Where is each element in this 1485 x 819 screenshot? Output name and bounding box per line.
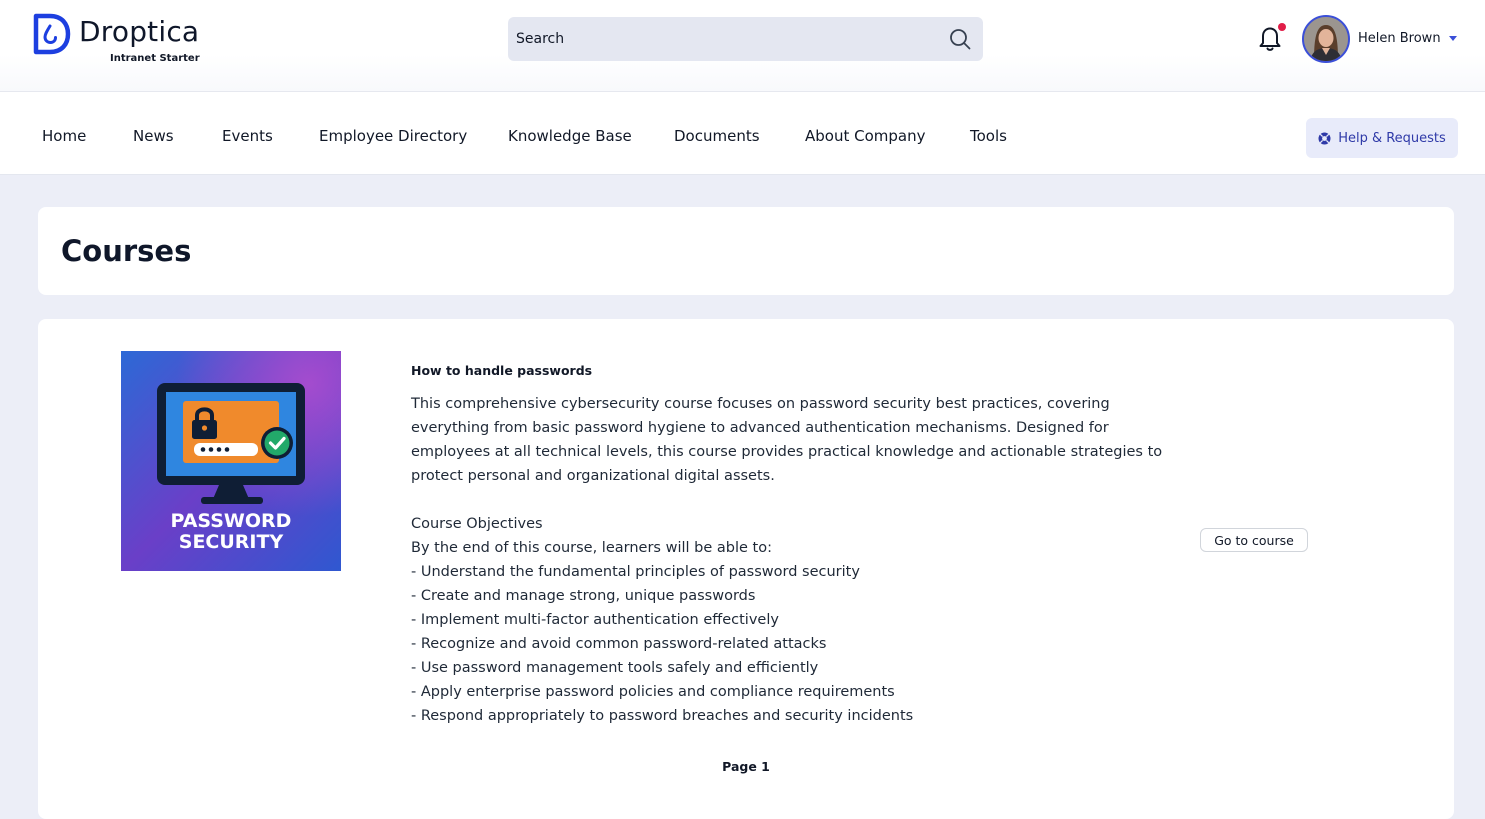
nav-item-knowledge-base[interactable]: Knowledge Base bbox=[508, 127, 632, 145]
course-card bbox=[38, 319, 1454, 819]
password-security-course-image bbox=[121, 351, 341, 571]
main-navigation bbox=[0, 92, 1485, 175]
course-image-label-line2: SECURITY bbox=[178, 531, 284, 553]
search-input[interactable] bbox=[516, 17, 936, 61]
help-requests-label: Help & Requests bbox=[1338, 130, 1446, 146]
course-objectives-list bbox=[411, 560, 913, 728]
course-title[interactable]: How to handle passwords bbox=[411, 363, 593, 378]
page-title: Courses bbox=[61, 234, 192, 268]
list-item: - Recognize and avoid common password-related attacks bbox=[411, 636, 827, 652]
nav-item-documents[interactable]: Documents bbox=[674, 127, 760, 145]
go-to-course-button[interactable]: Go to course bbox=[1200, 528, 1308, 552]
list-item: - Respond appropriately to password breaches and security incidents bbox=[411, 708, 914, 724]
avatar-portrait-icon bbox=[1304, 17, 1348, 61]
notification-badge bbox=[1278, 23, 1286, 31]
nav-item-tools[interactable]: Tools bbox=[970, 127, 1007, 145]
help-requests-button[interactable] bbox=[1306, 118, 1458, 158]
search-icon[interactable] bbox=[949, 28, 971, 50]
user-menu-chevron-down-icon[interactable] bbox=[1449, 36, 1457, 41]
nav-item-employee-directory[interactable]: Employee Directory bbox=[319, 127, 468, 145]
user-avatar[interactable] bbox=[1302, 15, 1350, 63]
list-item: - Create and manage strong, unique passwords bbox=[411, 588, 756, 604]
help-icon bbox=[1318, 132, 1331, 145]
nav-item-home[interactable]: Home bbox=[42, 127, 87, 145]
nav-item-events[interactable]: Events bbox=[222, 127, 273, 145]
site-header bbox=[0, 0, 1485, 92]
pagination-current-page: Page 1 bbox=[722, 759, 770, 774]
list-item: - Implement multi-factor authentication effectively bbox=[411, 612, 779, 628]
nav-item-news[interactable]: News bbox=[133, 127, 174, 145]
nav-item-about-company[interactable]: About Company bbox=[805, 127, 926, 145]
droptica-logo-icon bbox=[33, 13, 71, 55]
list-item: - Apply enterprise password policies and compliance requirements bbox=[411, 684, 895, 700]
list-item: - Understand the fundamental principles of password security bbox=[411, 564, 860, 580]
search-box bbox=[508, 17, 983, 61]
course-image-label-line1: PASSWORD bbox=[170, 510, 292, 532]
user-name[interactable]: Helen Brown bbox=[1358, 31, 1441, 46]
brand-name: Droptica bbox=[79, 15, 200, 48]
notifications-button[interactable] bbox=[1256, 23, 1284, 53]
course-objectives-intro: By the end of this course, learners will be able to: bbox=[411, 540, 772, 556]
brand-subtitle: Intranet Starter bbox=[110, 53, 200, 64]
course-description: This comprehensive cybersecurity course focuses on password security best practices, covering everything from basic password hygiene to advanced authentication mechanisms. Designed for employees at all technical levels, this course provides practical knowledge and actionable strategies to protect personal and organizational digital assets. bbox=[411, 396, 1163, 484]
course-objectives-heading: Course Objectives bbox=[411, 516, 543, 532]
list-item: - Use password management tools safely and efficiently bbox=[411, 660, 819, 676]
brand-logo[interactable] bbox=[33, 13, 203, 67]
page-header-card bbox=[38, 207, 1454, 295]
